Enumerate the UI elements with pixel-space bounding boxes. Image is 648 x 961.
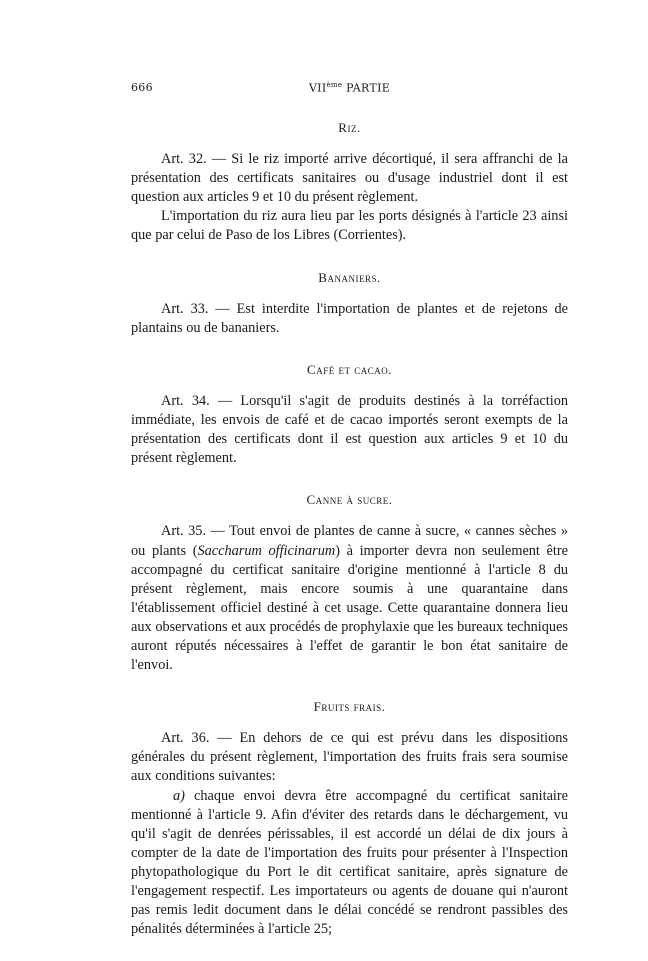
- article-32: Art. 32. — Si le riz importé arrive décortiqué, il sera affranchi de la présentation des certificats sanitaires ou d'usage industriel dont il est question aux articles 9 et 10 du présent règlement.: [131, 151, 568, 206]
- section-heading: Café et cacao.: [307, 361, 392, 377]
- section-cafe-cacao: [131, 360, 568, 468]
- page-body: [131, 118, 568, 961]
- article-33: Art. 33. — Est interdite l'importation de plantes et de rejetons de plantains ou de bananiers.: [131, 300, 568, 336]
- section-heading: Bananiers.: [318, 269, 381, 285]
- section-heading: Fruits frais.: [313, 699, 386, 715]
- section-canne-a-sucre: [131, 490, 568, 675]
- section-bananiers: [131, 268, 568, 338]
- section-fruits-frais: [131, 697, 568, 939]
- section-heading: Canne à sucre.: [306, 492, 393, 508]
- latin-name: Saccharum officinarum: [197, 542, 336, 559]
- article-35: Art. 35. — Tout envoi de plantes de canne à sucre, « cannes sèches » ou plants (Saccharum officinarum) à importer devra non seulement être accompagné du certificat sanitaire d'origine mentionné à l'article 8 du présent règlement, mais encore soumis à une quarantaine dans l'établissement officiel destiné à cet usage. Cette quarantaine donnera lieu aux observations et aux procédés de prophylaxie que les bureaux techniques auront réputés nécessaires à l'effet de garantir le bon état sanitaire de l'envoi.: [131, 523, 568, 674]
- article-34: Art. 34. — Lorsqu'il s'agit de produits destinés à la torréfaction immédiate, les envois de café et de cacao importés seront exempts de la présentation des certificats dont il est question aux articles 9 et 10 du présent règlement.: [131, 392, 568, 467]
- section-heading: Riz.: [338, 120, 361, 135]
- article-36-item-a: a) chaque envoi devra être accompagné du certificat sanitaire mentionné à l'article 9. Afin d'éviter des retards dans le déchargement, vu qu'il s'agit de denrées périssables, il est accordé un délai de dix jours à compter de la date de l'importation des fruits pour présenter à l'Inspection phytopathologique du Port le dit certificat sanitaire, après signature de l'engagement respectif. Les importateurs ou agents de douane qui n'auront pas remis ledit document dans le délai concédé se rendront passibles des pénalités déterminées à l'article 25;: [131, 787, 568, 938]
- page-number: 666: [131, 81, 153, 94]
- part-title: VIIème PARTIE: [308, 81, 391, 95]
- section-riz: [131, 118, 568, 246]
- article-36: Art. 36. — En dehors de ce qui est prévu dans les dispositions générales du présent règlement, l'importation des fruits frais sera soumise aux conditions suivantes:: [131, 730, 568, 785]
- article-32-continued: L'importation du riz aura lieu par les ports désignés à l'article 23 ainsi que par celui de Paso de los Libres (Corrientes).: [131, 208, 568, 244]
